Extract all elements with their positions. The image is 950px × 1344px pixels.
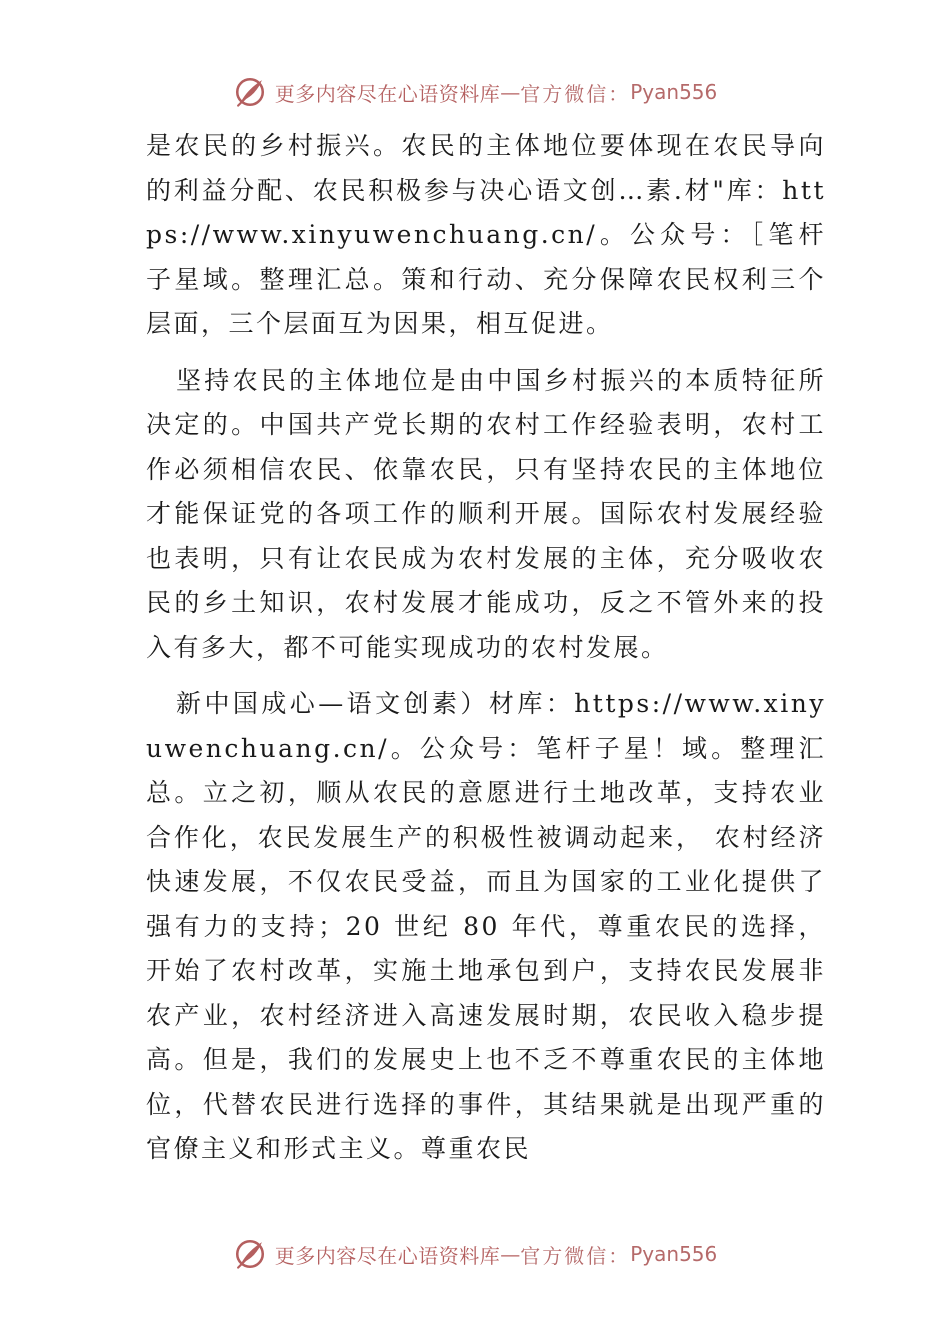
footer-banner <box>0 1232 950 1276</box>
banner-wechat-label: 官方微信： <box>520 1243 631 1268</box>
banner-brand-text: 更多内容尽在心语资料库 <box>274 1243 501 1268</box>
header-banner <box>0 70 950 114</box>
paragraph-3: 新中国成心—语文创素）材库：https://www.xinyuwenchuang.cn/。公众号：笔杆子星！域。整理汇总。立之初，顺从农民的意愿进行土地改革，支持农业合作化，农民发展生产的积极性被调动起来， 农村经济快速发展，不仅农民受益，而且为国家的工业化提供了强有力的支持；20 世纪 80 年代，尊重农民的选择，开始了农村改革，实施土地承包到户，支持农民发展非农产业，农村经济进入高速发展时期，农民收入稳步提高。但是，我们的发展史上也不乏不尊重农民的主体地位，代替农民进行选择的事件，其结果就是出现严重的官僚主义和形式主义。尊重农民 <box>146 689 826 1163</box>
banner-brand-text: 更多内容尽在心语资料库 <box>274 81 501 106</box>
banner-wechat-id: Pyan556 <box>630 1242 718 1266</box>
banner-separator: — <box>500 1242 521 1266</box>
quill-logo-icon <box>233 75 267 109</box>
quill-logo-icon <box>233 1237 267 1271</box>
banner-wechat-id: Pyan556 <box>630 80 718 104</box>
document-body <box>146 124 826 1172</box>
banner-wechat-label: 官方微信： <box>520 81 631 106</box>
paragraph-1: 是农民的乡村振兴。农民的主体地位要体现在农民导向的利益分配、农民积极参与决心语文创…素.材"库：https://www.xinyuwenchuang.cn/。公众号：［笔杆子星域。整理汇总。策和行动、充分保障农民权利三个层面，三个层面互为因果，相互促进。 <box>146 131 826 338</box>
banner-separator: — <box>500 80 521 104</box>
paragraph-2: 坚持农民的主体地位是由中国乡村振兴的本质特征所决定的。中国共产党长期的农村工作经验表明，农村工作必须相信农民、依靠农民，只有坚持农民的主体地位才能保证党的各项工作的顺利开展。国际农村发展经验也表明，只有让农民成为农村发展的主体，充分吸收农民的乡土知识，农村发展才能成功，反之不管外来的投入有多大，都不可能实现成功的农村发展。 <box>146 365 826 662</box>
